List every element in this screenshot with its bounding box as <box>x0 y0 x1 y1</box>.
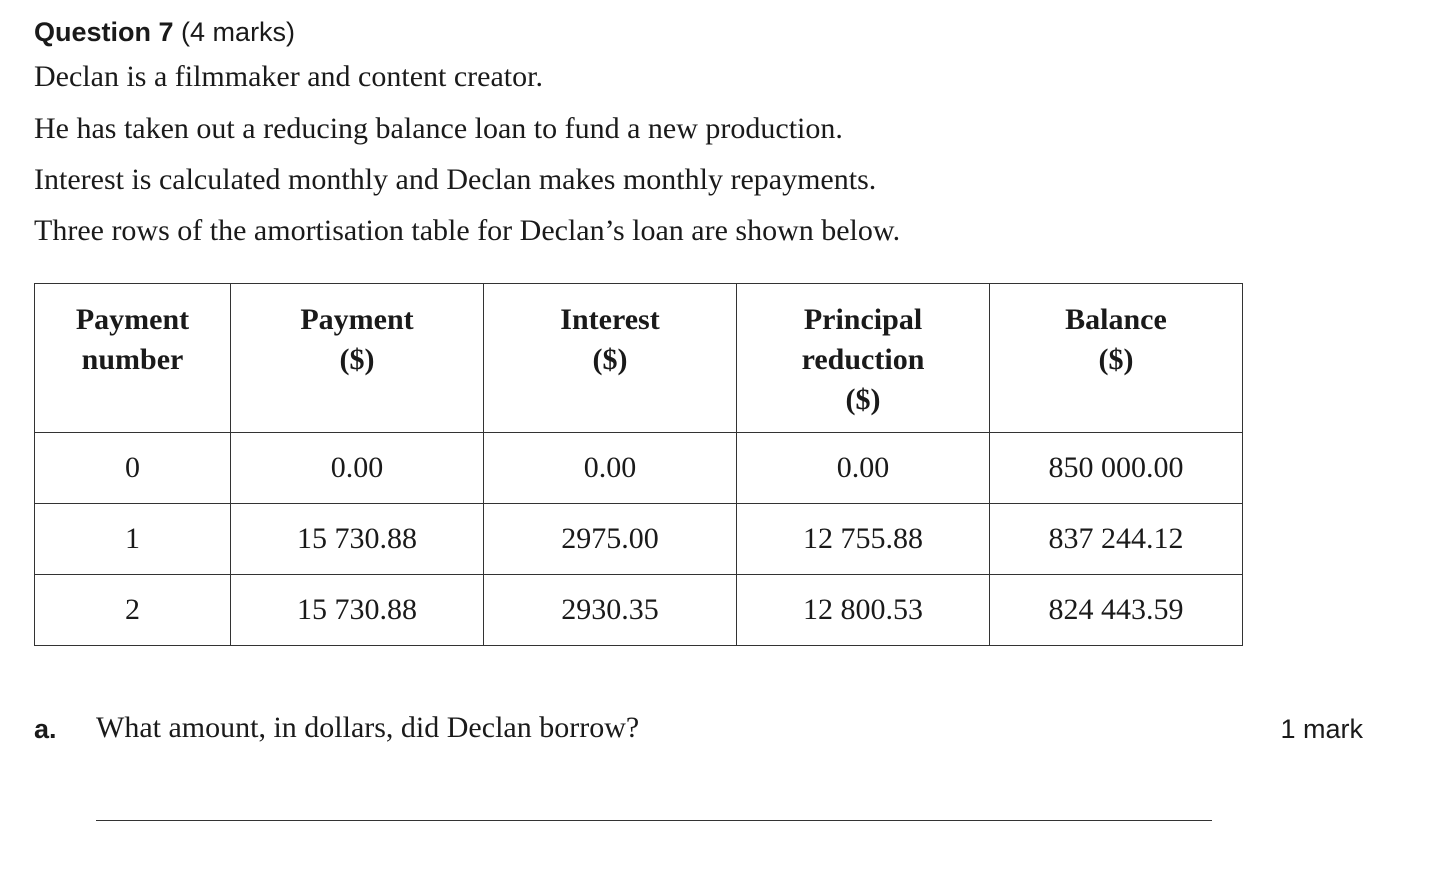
cell-interest: 0.00 <box>484 433 737 504</box>
table-row <box>35 433 1243 504</box>
header-principal-reduction: Principal reduction ($) <box>737 284 990 433</box>
header-payment-number: Payment number <box>35 284 231 433</box>
question-title <box>34 14 295 50</box>
cell-balance: 824 443.59 <box>990 575 1243 646</box>
table-row <box>35 575 1243 646</box>
part-a-marks: 1 mark <box>1280 714 1363 744</box>
cell-principal-reduction: 12 755.88 <box>737 504 990 575</box>
intro-paragraph-2: He has taken out a reducing balance loan to fund a new production. <box>34 112 843 145</box>
cell-balance: 850 000.00 <box>990 433 1243 504</box>
header-balance: Balance ($) <box>990 284 1243 433</box>
cell-payment: 15 730.88 <box>231 575 484 646</box>
cell-interest: 2930.35 <box>484 575 737 646</box>
intro-paragraph-3: Interest is calculated monthly and Declan makes monthly repayments. <box>34 163 877 196</box>
cell-payment-number: 0 <box>35 433 231 504</box>
header-interest: Interest ($) <box>484 284 737 433</box>
cell-payment-number: 2 <box>35 575 231 646</box>
cell-balance: 837 244.12 <box>990 504 1243 575</box>
part-a-question: What amount, in dollars, did Declan borrow? <box>96 711 640 744</box>
part-a-label: a. <box>34 714 57 744</box>
answer-line[interactable] <box>96 820 1212 821</box>
intro-paragraph-4: Three rows of the amortisation table for Declan’s loan are shown below. <box>34 214 901 247</box>
cell-interest: 2975.00 <box>484 504 737 575</box>
question-number: Question 7 <box>34 17 174 47</box>
cell-payment: 15 730.88 <box>231 504 484 575</box>
intro-paragraph-1: Declan is a filmmaker and content creator. <box>34 60 543 93</box>
cell-principal-reduction: 0.00 <box>737 433 990 504</box>
question-marks: (4 marks) <box>181 17 296 47</box>
header-payment: Payment ($) <box>231 284 484 433</box>
table-row <box>35 504 1243 575</box>
amortisation-table <box>34 283 1243 646</box>
cell-principal-reduction: 12 800.53 <box>737 575 990 646</box>
table-header-row <box>35 284 1243 433</box>
cell-payment-number: 1 <box>35 504 231 575</box>
cell-payment: 0.00 <box>231 433 484 504</box>
